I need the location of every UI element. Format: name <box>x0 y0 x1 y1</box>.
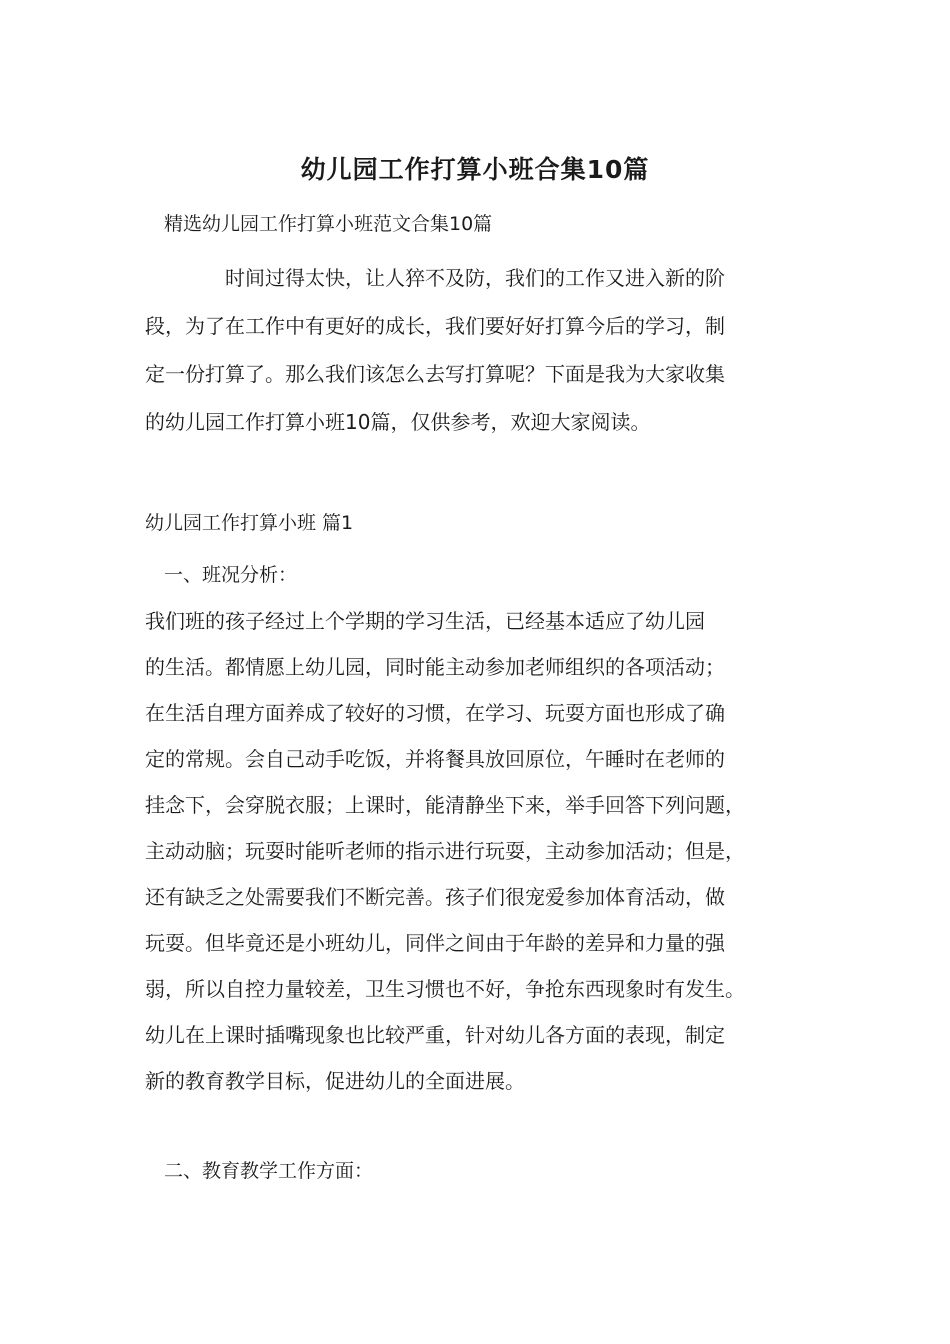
sub-heading-class-analysis: 一、班况分析： <box>164 564 298 586</box>
document-subtitle: 精选幼儿园工作打算小班范文合集10篇 <box>164 213 493 235</box>
body-line: 挂念下，会穿脱衣服；上课时，能清静坐下来，举手回答下列问题， <box>145 793 745 817</box>
body-line: 在生活自理方面养成了较好的习惯，在学习、玩耍方面也形成了确 <box>145 701 725 725</box>
intro-line: 段，为了在工作中有更好的成长，我们要好好打算今后的学习，制 <box>145 314 725 338</box>
intro-line: 定一份打算了。那么我们该怎么去写打算呢？下面是我为大家收集 <box>145 362 725 386</box>
body-paragraph <box>145 598 835 1104</box>
document-title: 幼儿园工作打算小班合集10篇 <box>300 155 650 184</box>
sub-heading-teaching-work: 二、教育教学工作方面： <box>164 1160 374 1182</box>
intro-paragraph <box>145 254 810 446</box>
body-line: 主动动脑；玩耍时能听老师的指示进行玩耍，主动参加活动；但是， <box>145 839 745 863</box>
body-line: 新的教育教学目标，促进幼儿的全面进展。 <box>145 1069 525 1093</box>
body-line: 还有缺乏之处需要我们不断完善。孩子们很宠爱参加体育活动，做 <box>145 885 725 909</box>
body-line: 的生活。都情愿上幼儿园，同时能主动参加老师组织的各项活动； <box>145 655 725 679</box>
body-line: 幼儿在上课时插嘴现象也比较严重，针对幼儿各方面的表现，制定 <box>145 1023 725 1047</box>
intro-line: 时间过得太快，让人猝不及防，我们的工作又进入新的阶 <box>145 266 725 290</box>
intro-line: 的幼儿园工作打算小班10篇，仅供参考，欢迎大家阅读。 <box>145 410 651 434</box>
section-heading: 幼儿园工作打算小班 篇1 <box>145 512 354 534</box>
body-line: 我们班的孩子经过上个学期的学习生活，已经基本适应了幼儿园 <box>145 609 705 633</box>
body-line: 玩耍。但毕竟还是小班幼儿，同伴之间由于年龄的差异和力量的强 <box>145 931 725 955</box>
body-line: 弱，所以自控力量较差，卫生习惯也不好，争抢东西现象时有发生。 <box>145 977 745 1001</box>
body-line: 定的常规。会自己动手吃饭，并将餐具放回原位，午睡时在老师的 <box>145 747 725 771</box>
